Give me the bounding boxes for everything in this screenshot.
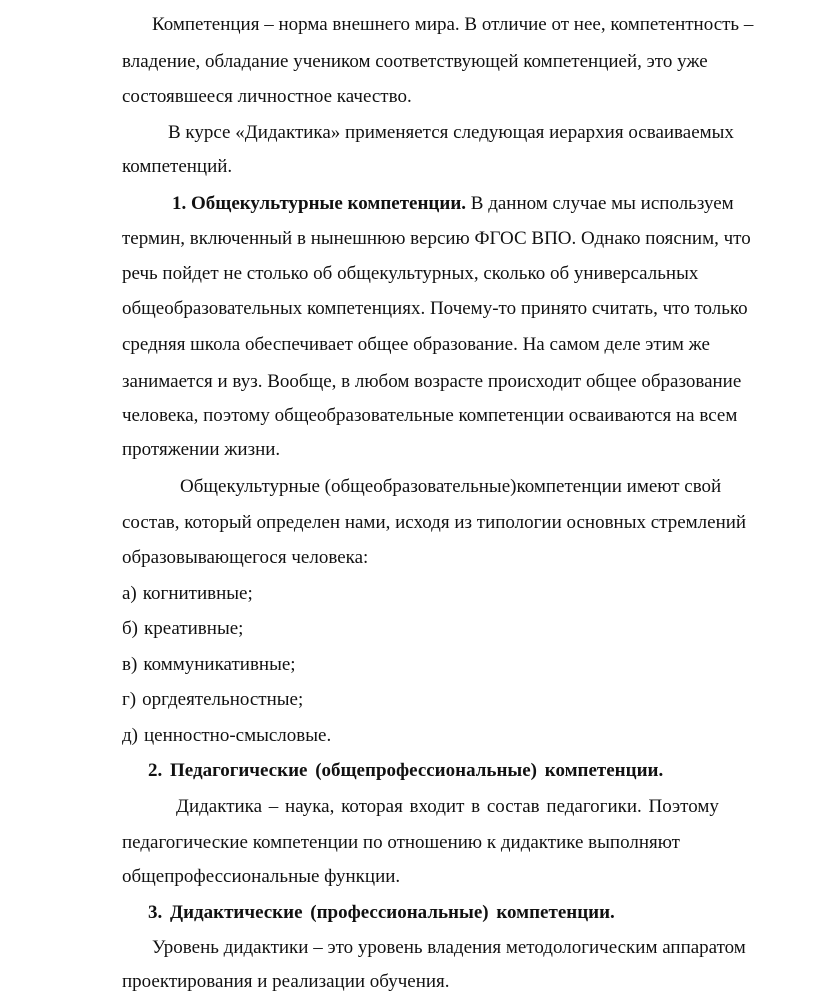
section-3-heading: 3. Дидактические (профессиональные) компетенции. [148,902,615,923]
paragraph-1-line-3: состоявшееся личностное качество. [122,86,412,107]
section-2-line-1: Дидактика – наука, которая входит в состав педагогики. Поэтому [176,796,719,817]
list-item-label: а) [122,583,137,604]
section-2-line-3: общепрофессиональные функции. [122,866,401,887]
list-item-text: коммуникативные; [143,654,296,675]
list-item-text: ценностно-смысловые. [144,725,332,746]
section-2-heading: 2. Педагогические (общепрофессиональные) компетенции. [148,760,664,781]
paragraph-2-line-2: компетенций. [122,156,233,177]
section-1-line-5: средняя школа обеспечивает общее образование. На самом деле этим же [122,334,710,355]
list-item-label: г) [122,689,137,710]
section-1-line-4: общеобразовательных компетенциях. Почему-то принято считать, что только [122,298,748,319]
paragraph-1-line-2: владение, обладание учеником соответствующей компетенцией, это уже [122,51,708,72]
list-item-text: оргдеятельностные; [142,689,304,710]
list-item-label: б) [122,618,138,639]
list-item-label: в) [122,654,138,675]
paragraph-3-line-2: состав, который определен нами, исходя из типологии основных стремлений [122,512,747,533]
section-1-line-8: протяжении жизни. [122,439,281,460]
section-1-line-2: термин, включенный в нынешнюю версию ФГОС ВПО. Однако поясним, что [122,228,751,249]
paragraph-2-line-1: В курсе «Дидактика» применяется следующая иерархия осваиваемых [168,122,734,143]
paragraph-3-line-1: Общекультурные (общеобразовательные)компетенции имеют свой [180,476,722,497]
paragraph-1-line-1: Компетенция – норма внешнего мира. В отличие от нее, компетентность – [152,14,754,35]
section-3-line-1: Уровень дидактики – это уровень владения методологическим аппаратом [152,937,746,958]
section-1-line-1: В данном случае мы используем [470,193,734,214]
section-1-line-3: речь пойдет не столько об общекультурных, сколько об универсальных [122,263,699,284]
list-item-text: креативные; [144,618,244,639]
list-item [122,655,296,674]
section-1-line-7: человека, поэтому общеобразовательные компетенции осваиваются на всем [122,405,738,426]
section-1-line-6: занимается и вуз. Вообще, в любом возрасте происходит общее образование [122,371,742,392]
section-1-first-line [172,194,734,213]
list-item [122,726,331,745]
list-item [122,619,243,638]
section-2-line-2: педагогические компетенции по отношению к дидактике выполняют [122,832,680,853]
list-item-label: д) [122,725,138,746]
section-1-heading: 1. Общекультурные компетенции. [172,193,467,214]
paragraph-3-line-3: образовывающегося человека: [122,547,369,568]
section-3-line-2: проектирования и реализации обучения. [122,971,450,992]
list-item [122,690,303,709]
list-item [122,584,253,603]
list-item-text: когнитивные; [142,583,253,604]
